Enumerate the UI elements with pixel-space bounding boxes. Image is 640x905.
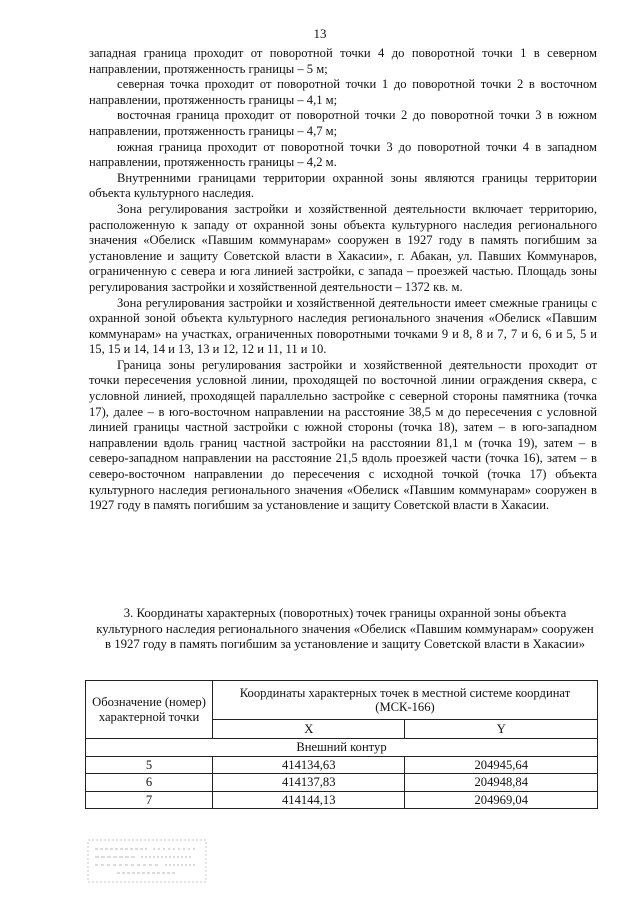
point-number: 7 (86, 791, 213, 809)
paragraph-inner-borders: Внутренними границами территории охранной зоны являются границы территории объекта культурного наследия. (89, 170, 597, 201)
y-header: Y (405, 720, 598, 739)
paragraph-west-border: западная граница проходит от поворотной точки 4 до поворотной точки 1 в северном направлении, протяженность границы – 5 м; (89, 46, 597, 76)
y-value: 204948,84 (405, 774, 598, 792)
y-value: 204969,04 (405, 791, 598, 809)
coordinates-table (85, 680, 598, 809)
x-value: 414144,13 (213, 791, 405, 809)
y-value: 204945,64 (405, 756, 598, 774)
table-row (86, 756, 598, 774)
table-row (86, 774, 598, 792)
paragraph-zone-border-path: Граница зоны регулирования застройки и хозяйственной деятельности проходит от точки пересечения условной линии, проходящей по восточной линии ограждения сквера, с условной линией, проходящей параллельно застройке с северной стороны памятника (точка 17), далее – в юго-восточном направлении на расстояние 38,5 м до пересечения с условной линией границы частной застройки с южной стороны (точка 18), затем – в юго-западном направлении вдоль границ частной застройки на расстоянии 81,1 м (точка 19), затем – в северо-западном направлении на расстояние 21,5 вдоль проезжей части (точка 16), затем – в северо-восточном направлении до пересечения с исходной точкой (точка 17) объекта культурного наследия регионального значения «Обелиск «Павшим коммунарам» сооружен в 1927 году в память погибшим за установление и защиту Советской власти в Хакасии. (89, 357, 597, 513)
paragraph-east-border: восточная граница проходит от поворотной точки 2 до поворотной точки 3 в южном направлении, протяженность границы – 4,7 м; (89, 108, 597, 138)
x-value: 414137,83 (213, 774, 405, 792)
coordinates-header: Координаты характерных точек в местной системе координат (МСК-166) (213, 681, 598, 720)
section-heading: 3. Координаты характерных (поворотных) точек границы охранной зоны объекта культурного наследия регионального значения «Обелиск «Павшим коммунарам» сооружен в 1927 году в память погибшим за установление и защиту Советской власти в Хакасии» (96, 606, 594, 652)
point-number: 5 (86, 756, 213, 774)
paragraph-south-border: южная граница проходит от поворотной точки 3 до поворотной точки 4 в западном направлении, протяженность границы – 4,2 м. (89, 139, 597, 170)
body-text (89, 46, 597, 514)
paragraph-regulation-zone: Зона регулирования застройки и хозяйственной деятельности включает территорию, расположенную к западу от охранной зоны объекта культурного наследия регионального значения «Обелиск «Павшим коммунарам» сооружен в 1927 году в память погибшим за установление и защиту Советской власти в Хакасии», г. Абакан, ул. Павших Коммунаров, ограниченную с севера и юга линией застройки, с запада – проезжей частью. Площадь зоны регулирования застройки и хозяйственной деятельности – 1372 кв. м. (89, 201, 597, 294)
x-header: X (213, 720, 405, 739)
paragraph-north-border: северная точка проходит от поворотной точки 1 до поворотной точки 2 в восточном направлении, протяженность границы – 4,1 м; (89, 77, 597, 107)
group-label: Внешний контур (86, 739, 598, 757)
page-number: 13 (313, 26, 327, 41)
faded-stamp-mark (87, 839, 207, 883)
point-number-header: Обозначение (номер) характерной точки (86, 681, 213, 739)
paragraph-adjacent-borders: Зона регулирования застройки и хозяйственной деятельности имеет смежные границы с охранной зоной объекта культурного наследия регионального значения «Обелиск «Павшим коммунарам» на участках, ограниченных поворотными точками 9 и 8, 8 и 7, 7 и 6, 6 и 5, 5 и 15, 15 и 14, 14 и 13, 13 и 12, 12 и 11, 11 и 10. (89, 295, 597, 357)
point-number: 6 (86, 774, 213, 792)
x-value: 414134,63 (213, 756, 405, 774)
table-row (86, 791, 598, 809)
